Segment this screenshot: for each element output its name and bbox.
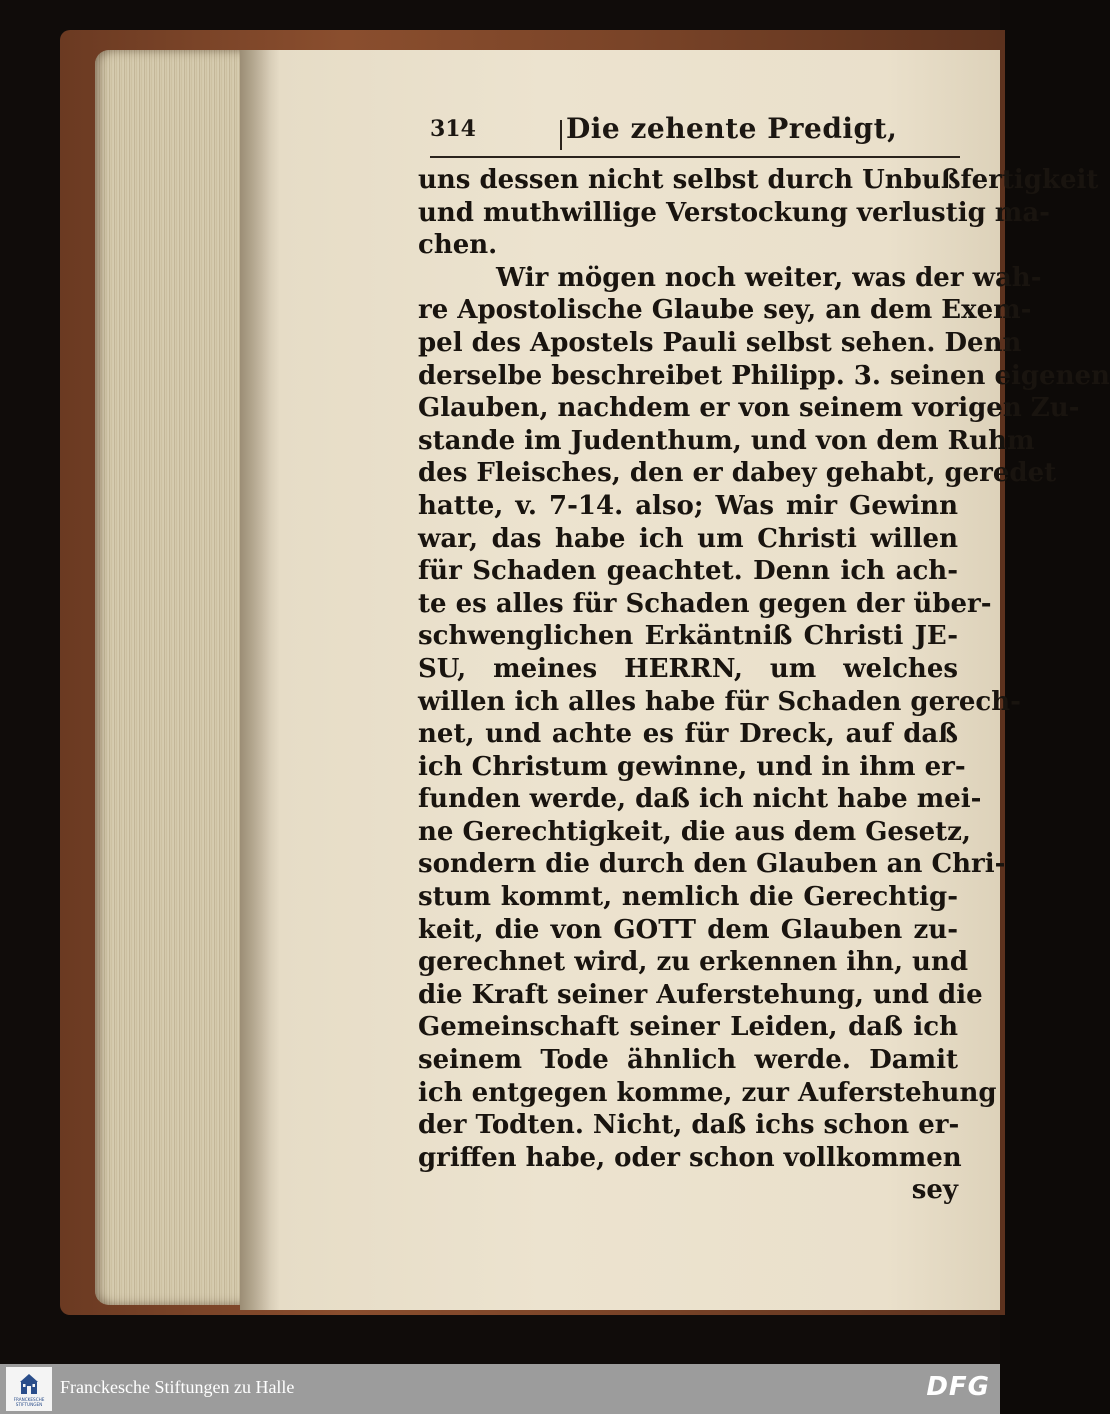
text-line: griffen habe, oder schon vollkommen <box>418 1142 962 1173</box>
text-line: für Schaden geachtet. Denn ich ach- <box>418 556 958 587</box>
text-line: Gemeinschaft seiner Leiden, daß ich <box>418 1012 958 1043</box>
logo-caption-line: FRANCKESCHE <box>13 1397 45 1402</box>
text-line: die Kraft seiner Auferstehung, und die <box>418 979 983 1010</box>
gutter-shadow <box>240 50 280 1310</box>
text-line: und muthwillige Verstockung verlustig ma- <box>418 197 1050 228</box>
catchword: sey <box>911 1175 958 1206</box>
funder-logo[interactable]: DFG <box>926 1372 990 1402</box>
text-line: uns dessen nicht selbst durch Unbußfertigkeit <box>418 165 1099 195</box>
text-line: ich Christum gewinne, und in ihm er- <box>418 751 966 782</box>
body-text <box>418 164 1110 1207</box>
text-line: der Todten. Nicht, daß ichs schon er- <box>418 1110 960 1141</box>
text-line: SU, meines HERRN, um welches <box>418 653 958 684</box>
text-line: Wir mögen noch weiter, was der wah- <box>496 262 1042 293</box>
text-line: war, das habe ich um Christi willen <box>418 523 958 554</box>
text-line: stande im Judenthum, und von dem Ruhm <box>418 425 1035 456</box>
running-title: Die zehente Predigt, <box>566 112 898 145</box>
text-line: ne Gerechtigkeit, die aus dem Gesetz, <box>418 816 971 847</box>
text-line: gerechnet wird, zu erkennen ihn, und <box>418 947 969 978</box>
text-line: Glauben, nachdem er von seinem vorigen Zu- <box>418 393 1080 424</box>
text-line: hatte, v. 7-14. also; Was mir Gewinn <box>418 490 958 521</box>
building-icon <box>19 1373 39 1395</box>
page-number: 314 <box>430 116 476 142</box>
text-line: funden werde, daß ich nicht habe mei- <box>418 784 982 815</box>
text-line: pel des Apostels Pauli selbst sehen. Denn <box>418 327 1022 358</box>
text-line: stum kommt, nemlich die Gerechtig- <box>418 882 958 913</box>
text-line: chen. <box>418 230 498 261</box>
text-line: derselbe beschreibet Philipp. 3. seinen eigenen <box>418 360 1110 391</box>
text-line: willen ich alles habe für Schaden gerech- <box>418 686 1021 717</box>
running-head <box>430 112 960 160</box>
head-divider <box>560 120 562 150</box>
text-line: te es alles für Schaden gegen der über- <box>418 588 992 619</box>
page-edges <box>95 50 255 1305</box>
text-line: des Fleisches, den er dabey gehabt, geredet <box>418 458 1057 489</box>
logo-caption <box>6 1397 52 1407</box>
footer-bar <box>0 1364 1000 1414</box>
text-line: ich entgegen komme, zur Auferstehung <box>418 1077 997 1108</box>
text-line: seinem Tode ähnlich werde. Damit <box>418 1045 958 1076</box>
institution-logo[interactable] <box>6 1367 52 1411</box>
text-line: net, und achte es für Dreck, auf daß <box>418 719 958 750</box>
text-line: sondern die durch den Glauben an Chri- <box>418 849 1006 880</box>
text-line: re Apostolische Glaube sey, an dem Exem- <box>418 295 1032 326</box>
logo-caption-line: STIFTUNGEN <box>15 1402 43 1407</box>
text-line: schwenglichen Erkäntniß Christi JE- <box>418 621 958 652</box>
head-rule <box>430 156 960 158</box>
text-line: keit, die von GOTT dem Glauben zu- <box>418 914 958 945</box>
institution-name[interactable]: Franckesche Stiftungen zu Halle <box>60 1377 295 1397</box>
